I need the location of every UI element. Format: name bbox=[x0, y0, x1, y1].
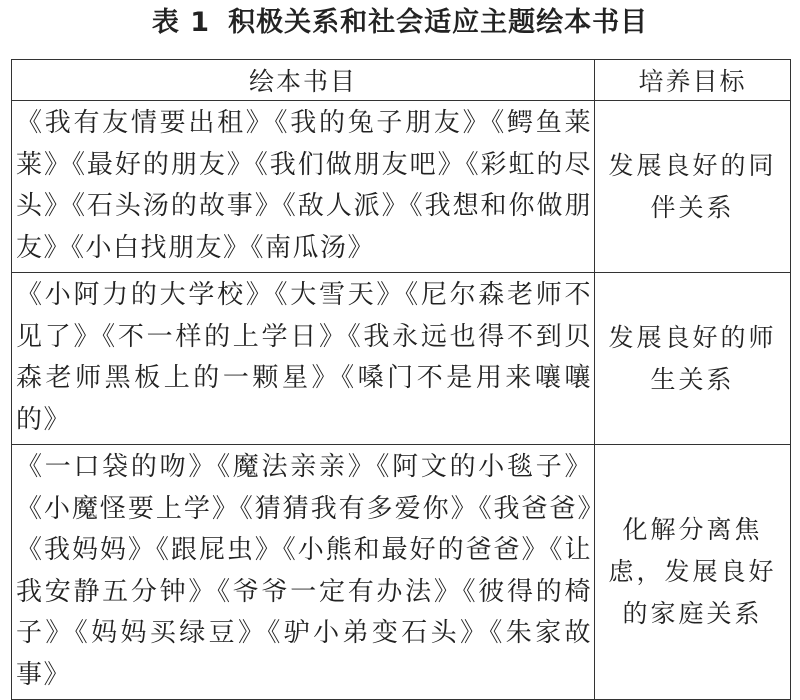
book-list-cell: 《一口袋的吻》《魔法亲亲》《阿文的小毯子》《小魔怪要上学》《猜猜我有多爱你》《我爸爸》《我妈妈》《跟屁虫》《小熊和最好的爸爸》《让我安静五分钟》《爷爷一定有办法》《彼得的椅子》《妈妈买绿豆》《驴小弟变石头》《朱家故事》 bbox=[12, 445, 595, 700]
table-header-row bbox=[12, 60, 791, 101]
goal-cell: 发展良好的同伴关系 bbox=[595, 101, 791, 273]
table-row bbox=[12, 445, 791, 700]
table-row bbox=[12, 101, 791, 273]
goal-cell: 发展良好的师生关系 bbox=[595, 273, 791, 445]
table-caption bbox=[0, 2, 800, 44]
goal-cell: 化解分离焦虑，发展良好的家庭关系 bbox=[595, 445, 791, 700]
table-row bbox=[12, 273, 791, 445]
table-title: 积极关系和社会适应主题绘本书目 bbox=[228, 7, 649, 38]
column-header-goal: 培养目标 bbox=[595, 60, 791, 101]
column-header-books: 绘本书目 bbox=[12, 60, 595, 101]
book-list-cell: 《我有友情要出租》《我的兔子朋友》《鳄鱼莱莱》《最好的朋友》《我们做朋友吧》《彩虹的尽头》《石头汤的故事》《敌人派》《我想和你做朋友》《小白找朋友》《南瓜汤》 bbox=[12, 101, 595, 273]
table-number: 表 1 bbox=[151, 7, 211, 38]
book-list-cell: 《小阿力的大学校》《大雪天》《尼尔森老师不见了》《不一样的上学日》《我永远也得不到贝森老师黑板上的一颗星》《嗓门不是用来嚷嚷的》 bbox=[12, 273, 595, 445]
picture-book-table bbox=[11, 59, 791, 700]
